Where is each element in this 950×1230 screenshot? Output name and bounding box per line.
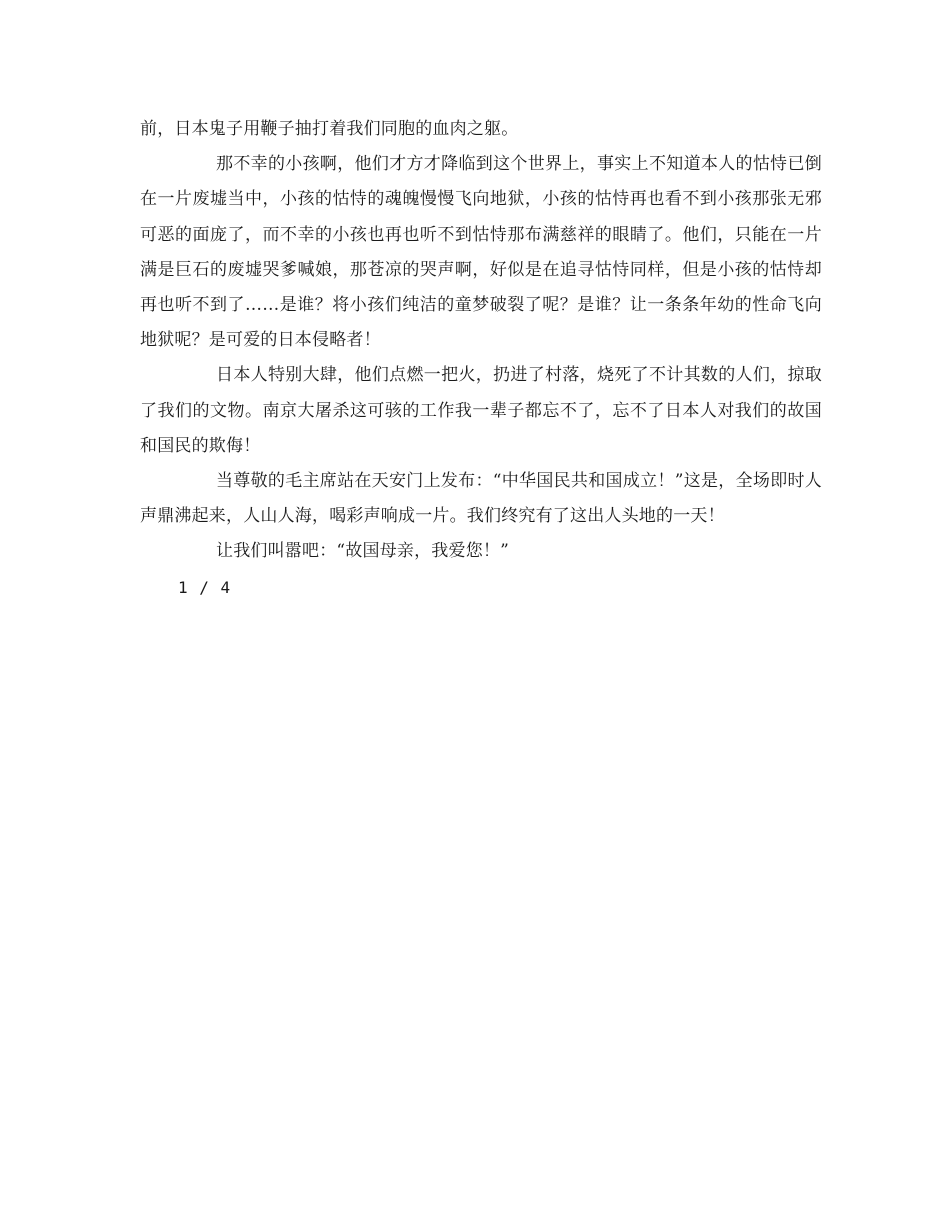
document-body [140, 112, 822, 570]
paragraph-1: 前，日本鬼子用鞭子抽打着我们同胞的血肉之躯。 [140, 119, 519, 139]
paragraph-3: 日本人特别大肆，他们点燃一把火，扔进了村落，烧死了不计其数的人们，掠取了我们的文物。南京大屠杀这可骇的工作我一辈子都忘不了，忘不了日本人对我们的故国和国民的欺侮！ [140, 365, 822, 456]
page-number: 1 / 4 [178, 578, 232, 597]
paragraph-4: 当尊敬的毛主席站在天安门上发布：“中华国民共和国成立！”这是，全场即时人声鼎沸起来，人山人海，喝彩声响成一片。我们终究有了这出人头地的一天！ [140, 471, 822, 527]
paragraph-5: 让我们叫嚣吧：“故国母亲，我爱您！” [216, 541, 509, 562]
paragraph-2: 那不幸的小孩啊，他们才方才降临到这个世界上，事实上不知道本人的怙恃已倒在一片废墟当中，小孩的怙恃的魂魄慢慢飞向地狱，小孩的怙恃再也看不到小孩那张无邪可恶的面庞了，而不幸的小孩也再也听不到怙恃那布满慈祥的眼睛了。他们，只能在一片满是巨石的废墟哭爹喊娘，那苍凉的哭声啊，好似是在追寻怙恃同样，但是小孩的怙恃却再也听不到了……是谁？将小孩们纯洁的童梦破裂了呢？是谁？让一条条年幼的性命飞向地狱呢？是可爱的日本侵略者！ [140, 154, 822, 351]
